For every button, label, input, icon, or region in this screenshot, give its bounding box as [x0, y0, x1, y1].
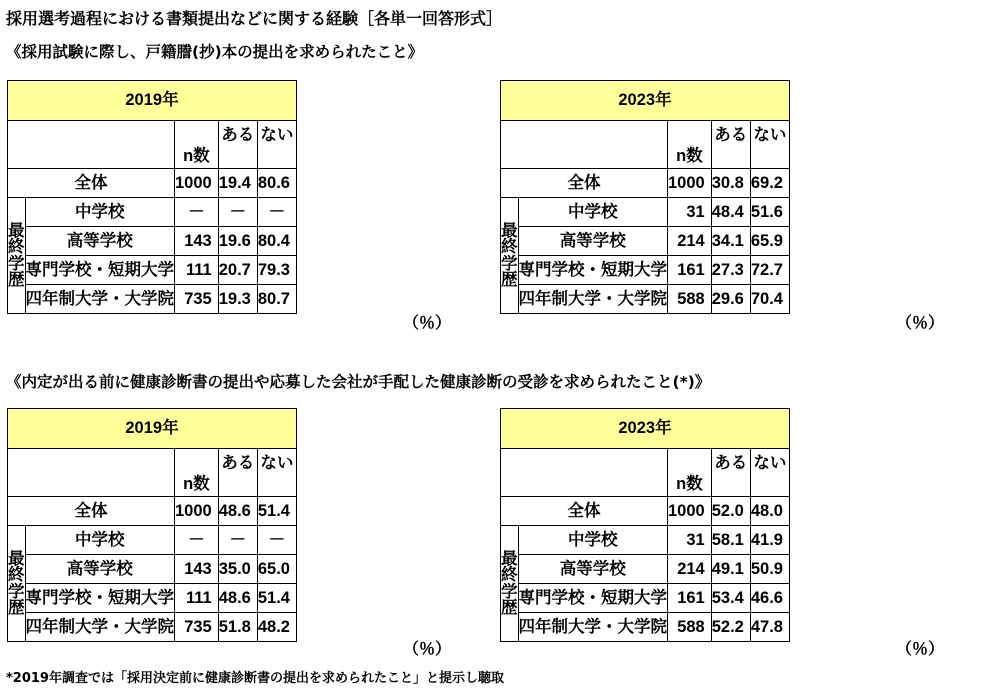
aru-header: ある — [218, 449, 257, 497]
row-n: 588 — [668, 285, 712, 314]
total-aru: 48.6 — [218, 497, 257, 526]
total-nai: 51.4 — [257, 497, 296, 526]
row-aru: 19.3 — [218, 285, 257, 314]
total-label: 全体 — [501, 169, 668, 198]
blank-header — [8, 449, 175, 497]
row-aru: 48.6 — [218, 584, 257, 613]
group-char: 終 — [501, 566, 518, 584]
row-label: 専門学校・短期大学 — [25, 584, 175, 613]
group-char: 最 — [501, 549, 518, 568]
survey-table-2-2023年 — [500, 408, 790, 642]
row-label: 専門学校・短期大学 — [25, 256, 175, 285]
row-nai: 50.9 — [750, 555, 789, 584]
group-char: 終 — [501, 238, 518, 256]
section-2-heading: 《内定が出る前に健康診断書の提出や応募した会社が手配した健康診断の受診を求められたこと(*)》 — [6, 373, 711, 391]
row-nai: 51.4 — [257, 584, 296, 613]
row-aru: 49.1 — [711, 555, 750, 584]
n-header: n数 — [175, 121, 219, 169]
row-n: 588 — [668, 613, 712, 642]
row-nai: － — [257, 526, 296, 555]
year-header: 2023年 — [501, 81, 790, 121]
year-header: 2023年 — [501, 409, 790, 449]
blank-header — [501, 449, 668, 497]
education-group-label — [8, 526, 26, 642]
row-aru: 19.6 — [218, 227, 257, 256]
row-n: 143 — [175, 555, 219, 584]
row-nai: 48.2 — [257, 613, 296, 642]
row-n: 735 — [175, 613, 219, 642]
row-label: 高等学校 — [25, 227, 175, 256]
row-label: 中学校 — [25, 198, 175, 227]
total-aru: 19.4 — [218, 169, 257, 198]
row-n: 214 — [668, 227, 712, 256]
n-header: n数 — [668, 121, 712, 169]
education-group-label — [501, 198, 519, 314]
n-header: n数 — [668, 449, 712, 497]
section-1-heading: 《採用試験に際し、戸籍謄(抄)本の提出を求められたこと》 — [6, 43, 424, 61]
row-aru: 34.1 — [711, 227, 750, 256]
row-label: 四年制大学・大学院 — [518, 613, 668, 642]
row-label: 高等学校 — [518, 227, 668, 256]
total-n: 1000 — [668, 169, 712, 198]
year-header: 2019年 — [8, 409, 297, 449]
group-char: 最 — [501, 221, 518, 240]
row-nai: 80.7 — [257, 285, 296, 314]
group-char: 最 — [8, 221, 25, 240]
row-label: 高等学校 — [518, 555, 668, 584]
row-n: 111 — [175, 256, 219, 285]
group-char: 学 — [501, 582, 518, 601]
blank-header — [501, 121, 668, 169]
survey-table-1-2019年 — [7, 80, 297, 314]
row-label: 専門学校・短期大学 — [518, 584, 668, 613]
row-label: 四年制大学・大学院 — [25, 285, 175, 314]
row-nai: 72.7 — [750, 256, 789, 285]
group-char: 学 — [8, 582, 25, 601]
row-nai: 65.0 — [257, 555, 296, 584]
year-header: 2019年 — [8, 81, 297, 121]
footnote: *2019年調査では「採用決定前に健康診断書の提出を求められたこと」と提示し聴取 — [6, 671, 504, 686]
nai-header: ない — [750, 121, 789, 169]
n-header: n数 — [175, 449, 219, 497]
total-nai: 69.2 — [750, 169, 789, 198]
nai-header: ない — [750, 449, 789, 497]
row-n: － — [175, 198, 219, 227]
row-n: 735 — [175, 285, 219, 314]
row-label: 専門学校・短期大学 — [518, 256, 668, 285]
total-label: 全体 — [8, 169, 175, 198]
row-aru: － — [218, 198, 257, 227]
unit-label: （％） — [403, 639, 452, 658]
row-nai: － — [257, 198, 296, 227]
total-aru: 52.0 — [711, 497, 750, 526]
row-aru: － — [218, 526, 257, 555]
group-char: 歴 — [501, 271, 518, 289]
total-nai: 80.6 — [257, 169, 296, 198]
row-label: 高等学校 — [25, 555, 175, 584]
education-group-label — [8, 198, 26, 314]
row-n: 161 — [668, 256, 712, 285]
row-aru: 53.4 — [711, 584, 750, 613]
group-char: 歴 — [501, 599, 518, 617]
unit-label: （％） — [403, 313, 452, 332]
aru-header: ある — [711, 449, 750, 497]
unit-label: （％） — [896, 639, 945, 658]
row-n: 161 — [668, 584, 712, 613]
row-label: 四年制大学・大学院 — [518, 285, 668, 314]
group-char: 最 — [8, 549, 25, 568]
survey-table-2-2019年 — [7, 408, 297, 642]
row-aru: 52.2 — [711, 613, 750, 642]
row-n: 111 — [175, 584, 219, 613]
total-n: 1000 — [175, 169, 219, 198]
row-nai: 51.6 — [750, 198, 789, 227]
unit-label: （％） — [896, 313, 945, 332]
row-nai: 70.4 — [750, 285, 789, 314]
nai-header: ない — [257, 449, 296, 497]
total-label: 全体 — [8, 497, 175, 526]
total-n: 1000 — [668, 497, 712, 526]
row-nai: 80.4 — [257, 227, 296, 256]
blank-header — [8, 121, 175, 169]
row-nai: 65.9 — [750, 227, 789, 256]
row-aru: 20.7 — [218, 256, 257, 285]
row-aru: 29.6 — [711, 285, 750, 314]
total-label: 全体 — [501, 497, 668, 526]
row-n: 214 — [668, 555, 712, 584]
group-char: 歴 — [8, 599, 25, 617]
row-label: 四年制大学・大学院 — [25, 613, 175, 642]
row-aru: 27.3 — [711, 256, 750, 285]
group-char: 学 — [8, 254, 25, 273]
group-char: 終 — [8, 566, 25, 584]
education-group-label — [501, 526, 519, 642]
row-nai: 79.3 — [257, 256, 296, 285]
row-n: 31 — [668, 526, 712, 555]
survey-table-1-2023年 — [500, 80, 790, 314]
group-char: 終 — [8, 238, 25, 256]
row-label: 中学校 — [25, 526, 175, 555]
row-label: 中学校 — [518, 526, 668, 555]
aru-header: ある — [711, 121, 750, 169]
total-aru: 30.8 — [711, 169, 750, 198]
row-aru: 48.4 — [711, 198, 750, 227]
row-n: － — [175, 526, 219, 555]
row-n: 31 — [668, 198, 712, 227]
row-label: 中学校 — [518, 198, 668, 227]
row-nai: 47.8 — [750, 613, 789, 642]
group-char: 歴 — [8, 271, 25, 289]
row-nai: 41.9 — [750, 526, 789, 555]
row-aru: 58.1 — [711, 526, 750, 555]
page-title: 採用選考過程における書類提出などに関する経験［各単一回答形式］ — [6, 9, 503, 28]
row-aru: 35.0 — [218, 555, 257, 584]
row-n: 143 — [175, 227, 219, 256]
total-nai: 48.0 — [750, 497, 789, 526]
row-aru: 51.8 — [218, 613, 257, 642]
group-char: 学 — [501, 254, 518, 273]
total-n: 1000 — [175, 497, 219, 526]
aru-header: ある — [218, 121, 257, 169]
nai-header: ない — [257, 121, 296, 169]
row-nai: 46.6 — [750, 584, 789, 613]
